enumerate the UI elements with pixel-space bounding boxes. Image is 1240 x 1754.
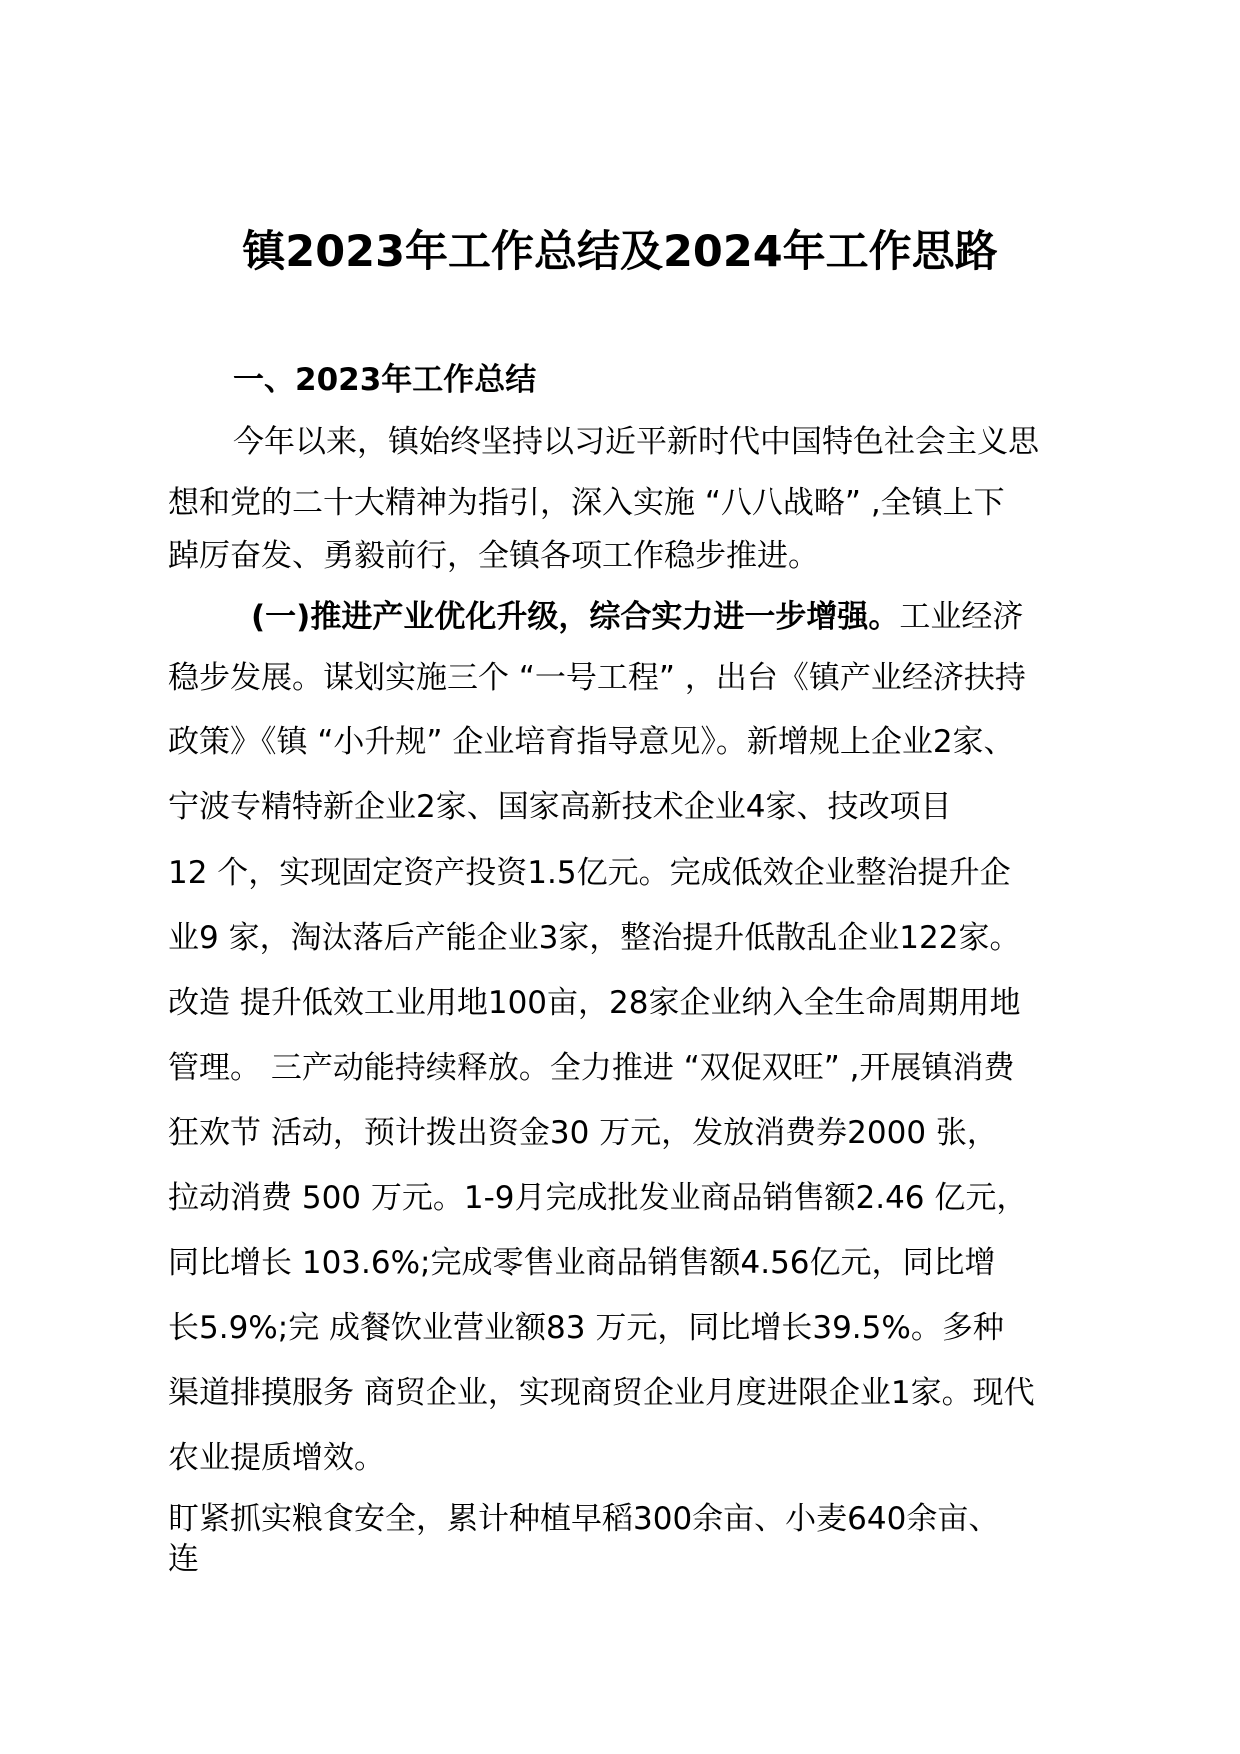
paragraph-line: 长5.9%;完 成餐饮业营业额83 万元，同比增长39.5%。多种 (168, 1310, 1004, 1346)
paragraph-line: 业9 家，淘汰落后产能企业3家，整治提升低散乱企业122家。 (168, 920, 1021, 956)
paragraph-line: 拉动消费 500 万元。1-9月完成批发业商品销售额2.46 亿元， (168, 1180, 1028, 1216)
paragraph-line: 盯紧抓实粮食安全，累计种植早稻300余亩、小麦640余亩、 (168, 1501, 1000, 1537)
paragraph-line: 稳步发展。谋划实施三个 “一号工程” ，出台《镇产业经济扶持 (168, 660, 1026, 696)
paragraph-line: 今年以来，镇始终坚持以习近平新时代中国特色社会主义思 (233, 424, 1039, 460)
document-title: 镇2023年工作总结及2024年工作思路 (242, 227, 998, 277)
paragraph-line: 农业提质增效。 (168, 1440, 385, 1476)
paragraph-line: 连 (168, 1541, 199, 1577)
paragraph-line: 政策》《镇 “小升规” 企业培育指导意见》。新增规上企业2家、 (168, 724, 1015, 760)
paragraph-line: 管理。 三产动能持续释放。全力推进 “双促双旺” ,开展镇消费 (168, 1050, 1015, 1086)
paragraph-line: 改造 提升低效工业用地100亩，28家企业纳入全生命周期用地 (168, 985, 1021, 1021)
paragraph-line: 12 个，实现固定资产投资1.5亿元。完成低效企业整治提升企 (168, 855, 1011, 891)
paragraph-line: 同比增长 103.6%;完成零售业商品销售额4.56亿元，同比增 (168, 1245, 996, 1281)
paragraph-text: 工业经济 (899, 599, 1024, 635)
paragraph-line: 踔厉奋发、勇毅前行，全镇各项工作稳步推进。 (168, 538, 819, 574)
section-heading: 一、2023年工作总结 (233, 362, 537, 398)
paragraph-line: 想和党的二十大精神为指引，深入实施 “八八战略” ,全镇上下 (168, 485, 1005, 521)
paragraph-line: 宁波专精特新企业2家、国家高新技术企业4家、技改项目 (168, 789, 952, 825)
paragraph-line: 渠道排摸服务 商贸企业，实现商贸企业月度进限企业1家。现代 (168, 1375, 1035, 1411)
subsection-heading: (一)推进产业优化升级，综合实力进一步增强。 (251, 599, 900, 635)
paragraph-line: 狂欢节 活动，预计拨出资金30 万元，发放消费券2000 张， (168, 1115, 998, 1151)
paragraph-line (251, 595, 1023, 639)
